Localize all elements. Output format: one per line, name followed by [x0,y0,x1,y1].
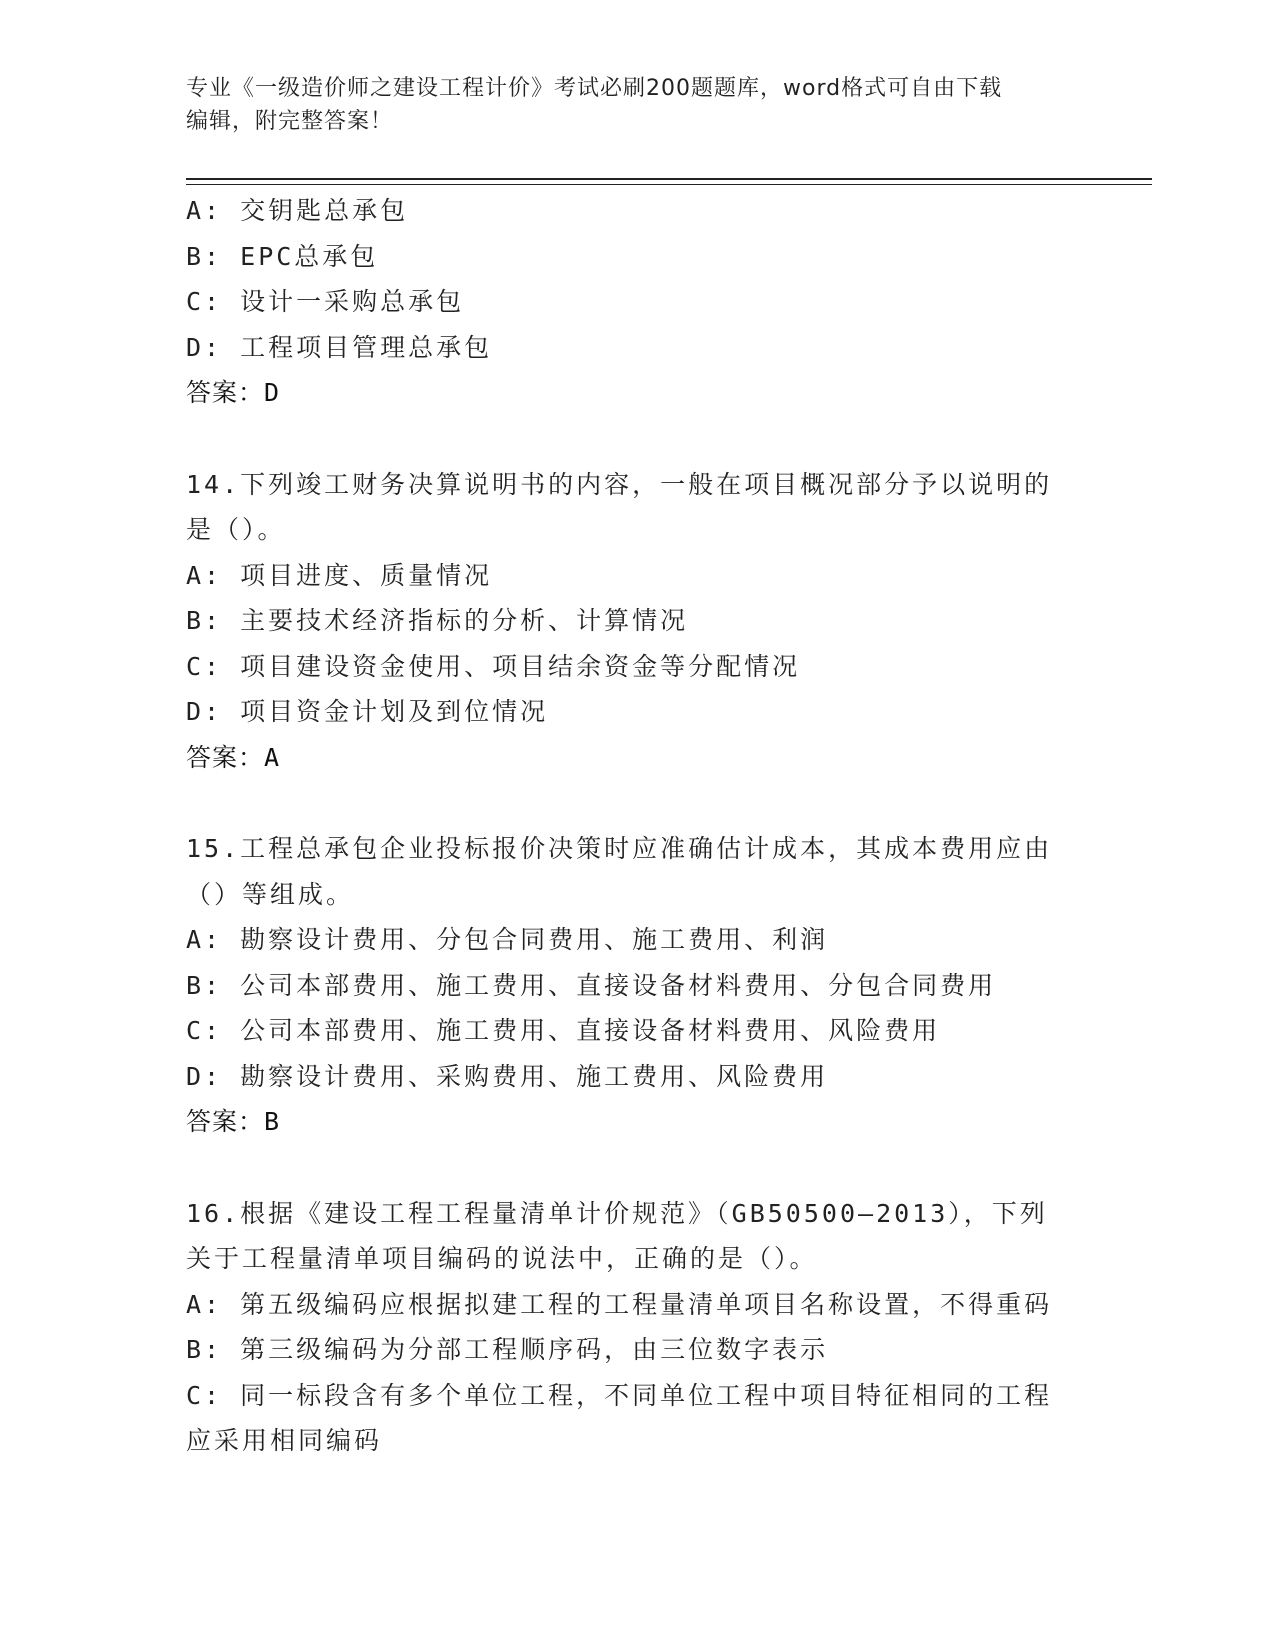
option-b: B: 第三级编码为分部工程顺序码，由三位数字表示 [186,1335,829,1364]
question-stem-line-2: （）等组成。 [186,879,355,909]
option-c: C: 同一标段含有多个单位工程，不同单位工程中项目特征相同的工程 [186,1380,1053,1410]
option-d: D: 项目资金计划及到位情况 [186,697,549,726]
option-b: B: EPC总承包 [186,241,379,271]
option-d: D: 勘察设计费用、采购费用、施工费用、风险费用 [186,1061,829,1091]
option-a: A: 交钥匙总承包 [186,196,409,225]
answer-line [186,735,1086,781]
answer-label: 答案： [186,742,265,772]
question-stem-line-1: 14.下列竣工财务决算说明书的内容，一般在项目概况部分予以说明的 [186,469,1053,499]
option-b: B: 主要技术经济指标的分析、计算情况 [186,606,689,635]
answer-line [186,370,1086,416]
question-stem-line-2: 是（）。 [186,515,286,544]
option-c-continued: 应采用相同编码 [186,1426,383,1455]
question-stem-line-2: 关于工程量清单项目编码的说法中，正确的是（）。 [186,1244,818,1273]
answer-line [186,1099,1086,1145]
answer-label: 答案： [186,378,265,407]
question-stem-line-1: 15.工程总承包企业投标报价决策时应准确估计成本，其成本费用应由 [186,834,1053,863]
answer-label: 答案： [186,1107,265,1136]
header-rule-thick [186,178,1152,180]
question-13-continued [186,188,1086,416]
option-c: C: 公司本部费用、施工费用、直接设备材料费用、风险费用 [186,1016,941,1045]
option-d: D: 工程项目管理总承包 [186,332,493,362]
document-body [186,188,1086,1464]
option-b: B: 公司本部费用、施工费用、直接设备材料费用、分包合同费用 [186,970,997,1000]
header-rule-thin [186,184,1152,185]
option-c: C: 设计一采购总承包 [186,287,465,316]
answer-value: A [264,742,281,772]
question-stem-line-1: 16.根据《建设工程工程量清单计价规范》（GB50500—2013），下列 [186,1198,1048,1228]
question-15 [186,826,1086,1145]
option-a: A: 项目进度、质量情况 [186,560,493,590]
answer-value: B [264,1107,281,1136]
question-16 [186,1191,1086,1464]
question-14 [186,462,1086,781]
header-title-line-1: 专业《一级造价师之建设工程计价》考试必刷200题题库，word格式可自由下载 [186,76,1003,101]
option-a: A: 第五级编码应根据拟建工程的工程量清单项目名称设置，不得重码 [186,1289,1053,1319]
document-header [186,72,1086,138]
option-a: A: 勘察设计费用、分包合同费用、施工费用、利润 [186,925,829,954]
header-title-line-2: 编辑，附完整答案！ [186,109,394,134]
answer-value: D [264,378,281,407]
option-c: C: 项目建设资金使用、项目结余资金等分配情况 [186,651,801,681]
